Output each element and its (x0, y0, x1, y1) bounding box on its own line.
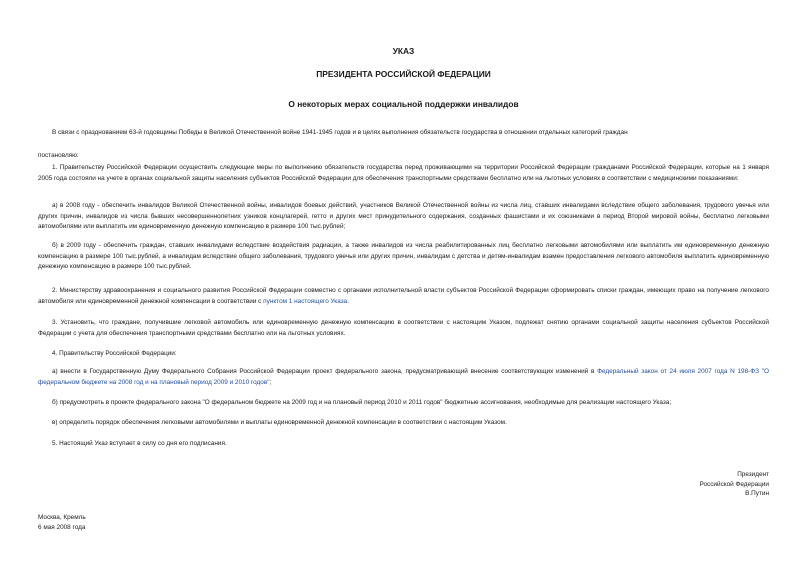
signature-block (700, 470, 770, 499)
paragraph-4c: в) определить порядок обеспечения легковыми автомобилями и выплаты единовременной денежной компенсации в соответствии с настоящим Указом. (52, 419, 507, 426)
document-title: УКАЗ (392, 46, 415, 56)
paragraph-4a-end: ; (269, 378, 272, 386)
federal-law-link[interactable]: Федеральный закон от 24 июля 2007 года N 198-ФЗ "О федеральном бюджете на 2008 год и на плановый период 2009 и 2010 годов" (38, 368, 769, 386)
signing-date: 6 мая 2008 года (38, 523, 86, 531)
signature-country: Российской Федерации (699, 480, 769, 488)
paragraph-2-text: 2. Министерству здравоохранения и социального развития Российской Федерации совместно с органами исполнительной власти субъектов Российской Федерации сформировать списки граждан, имеющих право на получение легкового автомобиля или единовременной денежной компенсации в соответствии с (38, 287, 769, 305)
paragraph-1-link[interactable]: пунктом 1 настоящего Указа (263, 297, 348, 305)
signature-title: Президент (737, 471, 769, 478)
paragraph-2 (38, 286, 769, 307)
intro-paragraph: В связи с празднованием 63-й годовщины Победы в Великой Отечественной войне 1941-1945 годов и в целях выполнения обязательств государства в отношении отдельных категорий граждан (52, 129, 628, 136)
document-heading: О некоторых мерах социальной поддержки инвалидов (288, 99, 519, 109)
paragraph-2-end: . (347, 297, 349, 305)
paragraph-1: 1. Правительству Российской Федерации осуществить следующие меры по выполнению обязательств государства перед проживающими на территории Российской Федерации гражданами Российской Федерации, которые на 1 января 2005 года состояли на учете в органах социальной защиты населения субъектов Российской Федерации для обеспечения транспортными средствами бесплатно или на льготных условиях в соответствии с медицинскими показаниями: (38, 164, 769, 182)
signature-name: В.Путин (745, 490, 769, 497)
paragraph-4b: б) предусмотреть в проекте федерального закона "О федеральном бюджете на 2009 год и на плановый период 2010 и 2011 годов" бюджетные ассигнования, необходимые для реализации настоящего Указа; (52, 399, 672, 406)
decree-word: постановляю: (38, 152, 79, 159)
place-date-block (38, 513, 86, 532)
paragraph-1a: а) в 2008 году - обеспечить инвалидов Великой Отечественной войны, инвалидов боевых действий, участников Великой Отечественной войны из числа лиц, ставших инвалидами вследствие общего заболевания, трудового увечья или других причин, инвалидов из числа бывших несовершеннолетних узников концлагерей, гетто и других мест принудительного содержания, созданных фашистами и их союзниками в период Второй мировой войны, бесплатно легковыми автомобилями или выплатить им единовременную денежную компенсацию в размере 100 тыс.рублей; (38, 202, 769, 230)
document-subtitle: ПРЕЗИДЕНТА РОССИЙСКОЙ ФЕДЕРАЦИИ (316, 69, 491, 79)
paragraph-3: 3. Установить, что граждане, получившие легковой автомобиль или единовременную денежную компенсацию в соответствии с настоящим Указом, подлежат снятию органами социальной защиты населения субъектов Российской Федерации с учета для обеспечения транспортными средствами бесплатно или на льготных условиях. (38, 319, 769, 337)
paragraph-1b: б) в 2009 году - обеспечить граждан, ставших инвалидами вследствие воздействия радиации, а также инвалидов из числа реабилитированных лиц бесплатно легковыми автомобилями или выплатить им единовременную денежную компенсацию в размере 100 тыс.рублей, а инвалидам вследствие общего заболевания, трудового увечья или других причин, инвалидам с детства и детям-инвалидам взамен предоставления легкового автомобиля выплатить единовременную денежную компенсацию в размере 100 тыс.рублей. (38, 242, 769, 270)
paragraph-5: 5. Настоящий Указ вступает в силу со дня его подписания. (52, 440, 227, 447)
paragraph-4: 4. Правительству Российской Федерации: (52, 350, 177, 357)
paragraph-4a-text: а) внести в Государственную Думу Федерального Собрания Российской Федерации проект федерального закона, предусматривающий внесение соответствующих изменений в (52, 368, 595, 375)
signing-place: Москва, Кремль (38, 514, 86, 521)
paragraph-4a (38, 367, 769, 388)
